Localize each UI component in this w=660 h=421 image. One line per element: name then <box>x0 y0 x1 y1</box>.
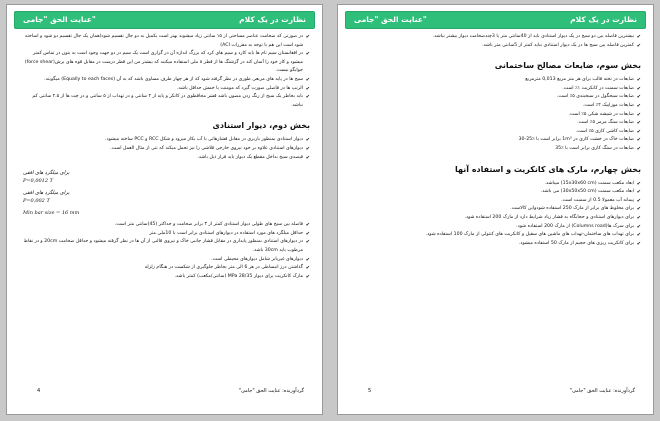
list-item: ✔ دیوار استنادی بمنظور باربری در مقابل فشارهاتی با آب بکار میرود و شکل RCC و PCC ساخته میشود. <box>19 136 310 145</box>
formula-equation: P=0,0012 T <box>23 178 53 185</box>
page-header <box>14 11 315 29</box>
list-item: ✔ ضایعات سیخگول در سیخبندی ۵٪ است. <box>350 93 641 102</box>
footer-credit: گردآورنده: عنایت الحق "جامی" <box>238 388 304 394</box>
header-title: نظارت در یک کلام <box>239 15 306 24</box>
section-heading: بخش سوم، ضایعات مصالح ساختمانی <box>494 61 641 71</box>
list-item: ✔ ابعاد مکعب سمنت (15x30x60 cm) میباشد. <box>350 180 641 189</box>
section-heading: بخش چهارم، مارک های کانکریت و استفاده آنها <box>455 164 641 174</box>
bullet-list <box>350 76 641 153</box>
section-heading: بخش دوم، دیوار استنادی <box>212 121 310 131</box>
page-header <box>345 11 646 29</box>
list-item: ✔ ضایعات موزاییک ۴٪ است. <box>350 102 641 111</box>
list-item: ✔ ضایعات در سنگ کاری برابر است با ٪35 <box>350 145 641 154</box>
list-item: ✔ ضایعات در شیشه شکی ۵٪ است. <box>350 111 641 120</box>
list-item: ✔ حداقل میلگرد های مورد استفاده در دیوارهای استنادی برابر است با 10ملی متر <box>19 230 310 239</box>
list-item: ✔ ضایعات سمنت در کانکریت ۱٪ است. <box>350 85 641 94</box>
list-item: ✔ ضایعات کاشی کاری ۵٪ است. <box>350 128 641 137</box>
list-item: ✔ دیوارهای استنادی علاوه بر خود نیروی خارجی فلاشی را نیز تحمل میکند که نتی از مثال العمل است. <box>19 145 310 154</box>
bullet-list <box>19 33 310 110</box>
list-item: ✔ باید بخاطر یک سیخ از رنگ زدن مصون باشد قشر محافظوی در کانکر و پایه از ۴ سانتی و در تهداب از ۵ سانتی و در چت ها از ۲.۵ سانتی کم نباشد. <box>19 93 310 110</box>
list-item: ✔ ابعاد مکعب سمنت (30x50x50 cm) می باشد. <box>350 188 641 197</box>
page-number: 5 <box>368 388 372 394</box>
left-page <box>6 4 323 415</box>
page-content <box>19 33 310 281</box>
list-item: ✔ سیخ ها در پایه های مربعی طوری در نظر گرفته شود که از هر چهار طرف مساوی باشد که به آن (Equally to each faces) میگویند. <box>19 76 310 85</box>
formula-equation: Min bar size = 16 mm <box>23 210 80 217</box>
bullet-list <box>350 180 641 249</box>
list-item: ✔ الرنپ ها در فاصلی صورت گیرد که مومنت یا خمش حداقل باشد. <box>19 85 310 94</box>
list-item: ✔ برای سرک ها(Columns road) از مارک 200 استفاده شود. <box>350 223 641 232</box>
bullet-list <box>19 136 310 162</box>
list-item: ✔ فاصله بین سیخ های طولی دیوار استنادی کمتر از ۳ برابر ضخامت و حداکثر (45)سانتی متر است. <box>19 221 310 230</box>
formula-block <box>19 169 310 217</box>
list-item: ✔ فیصدی سیخ بداخل مقطع یک دیوار باید قرار ذیل باشد. <box>19 154 310 163</box>
page-number: 4 <box>37 388 41 394</box>
list-item: ✔ ضایعات سنگ مرمر ۵٪ است. <box>350 119 641 128</box>
formula-label: برای میلگرد های افقی <box>23 190 70 197</box>
list-item: ✔ برای مخلوط های برابر از مارک 250 استفاده شودواین کالاست. <box>350 205 641 214</box>
list-item: ✔ پیمانه آب معمولا 0.5 از سمنت است. <box>350 197 641 206</box>
list-item: ✔ برای تهداب های ساختمان-تهداب های ماشین های سقیل و کانکریت های کنتولی از مارک 100 استفاده شود. <box>350 231 641 240</box>
list-item: ✔ برای کانکریت ریزی های حجیم از مارک 50 استفاده میشود. <box>350 240 641 249</box>
list-item: ✔ در دیوارهای استنادی بمنظور پایداری در مقابل فشار جانبی خاک و نیروی قالبی از آن ها در نظر گرفته میشود و حداقل ضخامت 20cm و در نقاط مرطوب باید 30cm باشد. <box>19 238 310 255</box>
bullet-list <box>19 221 310 281</box>
formula-equation: P=0,002 T <box>23 198 50 205</box>
list-item: ✔ در صورتی که ضخامت عناصر مساحتی از ۱۵ سانتی زیاد میشوند بهتر است یکمیل به دو جال تقسیم شود(همان یک جال تقسیم دو شود و اساخته شود است این هم با توجه به مقررات ACI) <box>19 33 310 50</box>
list-item: ✔ دیوارهای غیربابر شامل دیوارهای محیطی است. <box>19 256 310 265</box>
formula-label: برای میلگرد های افقی <box>23 170 70 177</box>
list-item: ✔ ضایعات در تخته قالب برای هر متر مربع 0,013 مترمربع <box>350 76 641 85</box>
header-brand: عنایت الحق "جامی" <box>23 15 96 24</box>
list-item: ✔ بیشترین فاصله بین دو سیخ در یک دیوار استنادی باید از 40سانتی متر یا 3چندضخامت دیوار بیشتر نباشد. <box>350 33 641 42</box>
page-footer <box>350 388 641 400</box>
list-item: ✔ برای دیوارهای استنادی و حجابگاه به فشار زیاد شرایط دارد از مارک 200 استفاده شود. <box>350 214 641 223</box>
right-page <box>337 4 654 415</box>
header-title: نظارت در یک کلام <box>570 15 637 24</box>
footer-credit: گردآورنده: عنایت الحق "جامی" <box>569 388 635 394</box>
list-item: ✔ مارک کانکریت برای دیوار 28/35 MPa (سانتی/مکعب) کمتر باشد. <box>19 273 310 282</box>
bullet-list <box>350 33 641 50</box>
page-footer <box>19 388 310 400</box>
list-item: ✔ در افغانستان سیم نام ها باید کارد و سیم های کرد که بزرگ اندازه آن در گزاری است یک سیم در دو جهت وجود است به بتون در تماس کمتر میشود و کار خود را آسان کند در گزشتگ ها از قطر ۸ ملی استفاده میکنند که بیشتر من این قطر درست در مقابل قوه های برش(force shear) جوابگو نیست. <box>19 50 310 76</box>
page-content <box>350 33 641 248</box>
list-item: ✔ گذاشتن درز انبساطی در هر 6 الی متر بخاطر جلوگیری از شکست در هنگام زلزله <box>19 264 310 273</box>
list-item: ✔ کمترین فاصله بین سیخ ها در یک دیوار استنادی نباید کمتر از 5سانتی متر باشد. <box>350 42 641 51</box>
header-brand: عنایت الحق "جامی" <box>354 15 427 24</box>
list-item: ✔ ضایعات خاک در خشت کاری در 1m³ برابر است با ٪25-30 <box>350 136 641 145</box>
